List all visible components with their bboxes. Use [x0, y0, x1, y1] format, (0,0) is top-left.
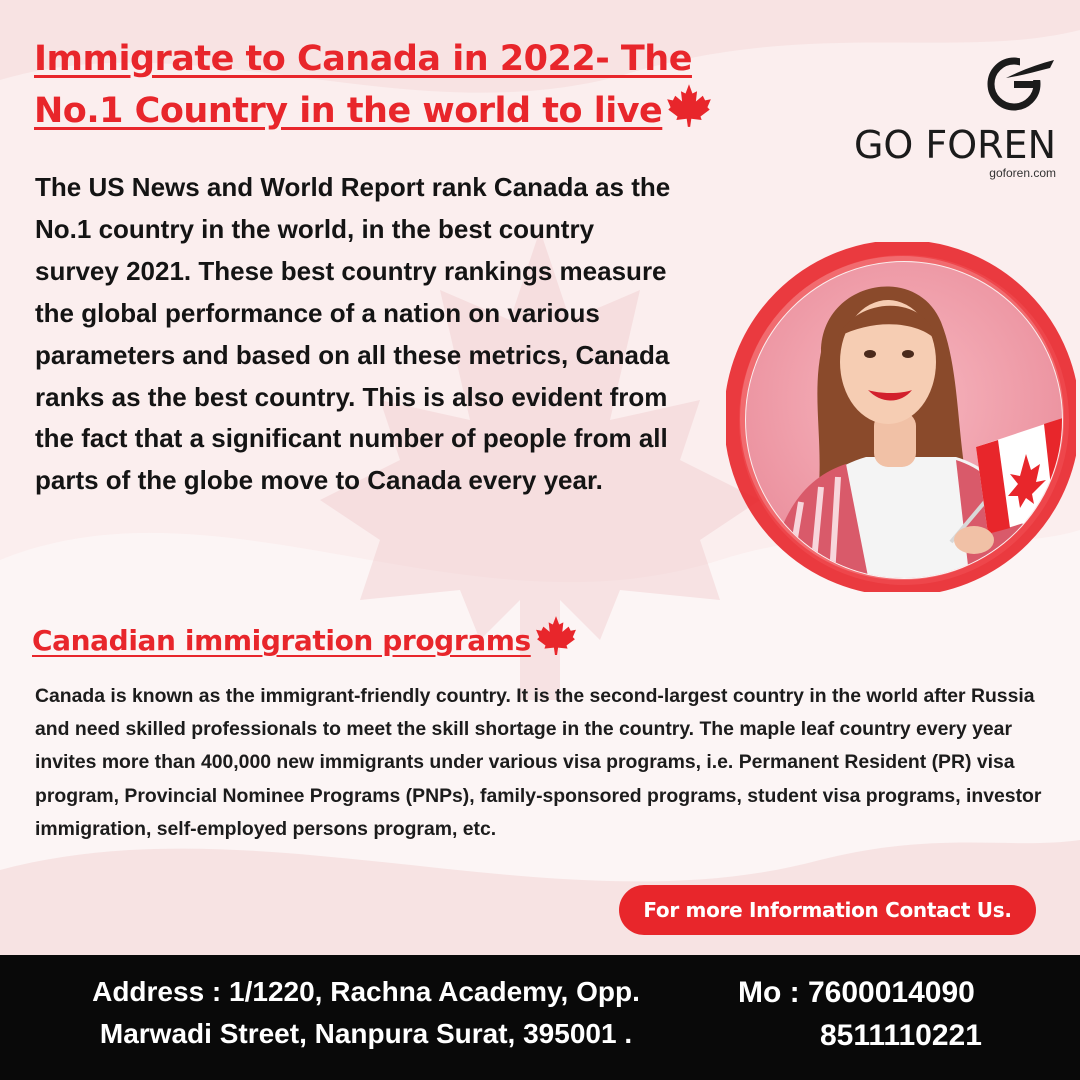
- brand-logo[interactable]: [828, 52, 1056, 180]
- woman-with-canada-flag-photo: [726, 242, 1076, 592]
- intro-paragraph: The US News and World Report rank Canada as the No.1 country in the world, in the best country survey 2021. These best country rankings measure the global performance of a nation on various parameters and based on all these metrics, Canada ranks as the best country. This is also evident from the fact that a significant number of people from all parts of the globe move to Canada every year.: [35, 172, 671, 496]
- programs-heading: [32, 614, 652, 669]
- programs-heading-text: Canadian immigration programs: [32, 624, 531, 657]
- maple-leaf-icon: [535, 614, 577, 669]
- brand-name: GO FOREN: [853, 123, 1056, 167]
- phone-line-2[interactable]: 8511110221: [820, 1019, 982, 1052]
- footer-phones: [738, 971, 1038, 1057]
- footer: [0, 955, 1080, 1080]
- footer-address: [46, 971, 686, 1055]
- headline-text: Immigrate to Canada in 2022- The No.1 Country in the world to live: [34, 39, 692, 131]
- maple-leaf-icon: [666, 82, 712, 140]
- contact-us-button[interactable]: For more Information Contact Us.: [619, 885, 1036, 935]
- brand-url: goforen.com: [989, 166, 1056, 180]
- address-line-1: Address : 1/1220, Rachna Academy, Opp.: [92, 976, 640, 1007]
- address-line-2: Marwadi Street, Nanpura Surat, 395001 .: [99, 1018, 633, 1049]
- page-headline: [34, 36, 734, 140]
- logo-g-plane-icon: [902, 52, 1056, 119]
- phone-line-1[interactable]: Mo : 7600014090: [738, 976, 975, 1009]
- programs-paragraph: Canada is known as the immigrant-friendly country. It is the second-largest country in the world after Russia and need skilled professionals to meet the skill shortage in the country. The maple leaf country every year invites more than 400,000 new immigrants under various visa programs, i.e. Permanent Resident (PR) visa program, Provincial Nominee Programs (PNPs), family-sponsored programs, student visa programs, investor immigration, self-employed persons program, etc.: [35, 685, 1042, 840]
